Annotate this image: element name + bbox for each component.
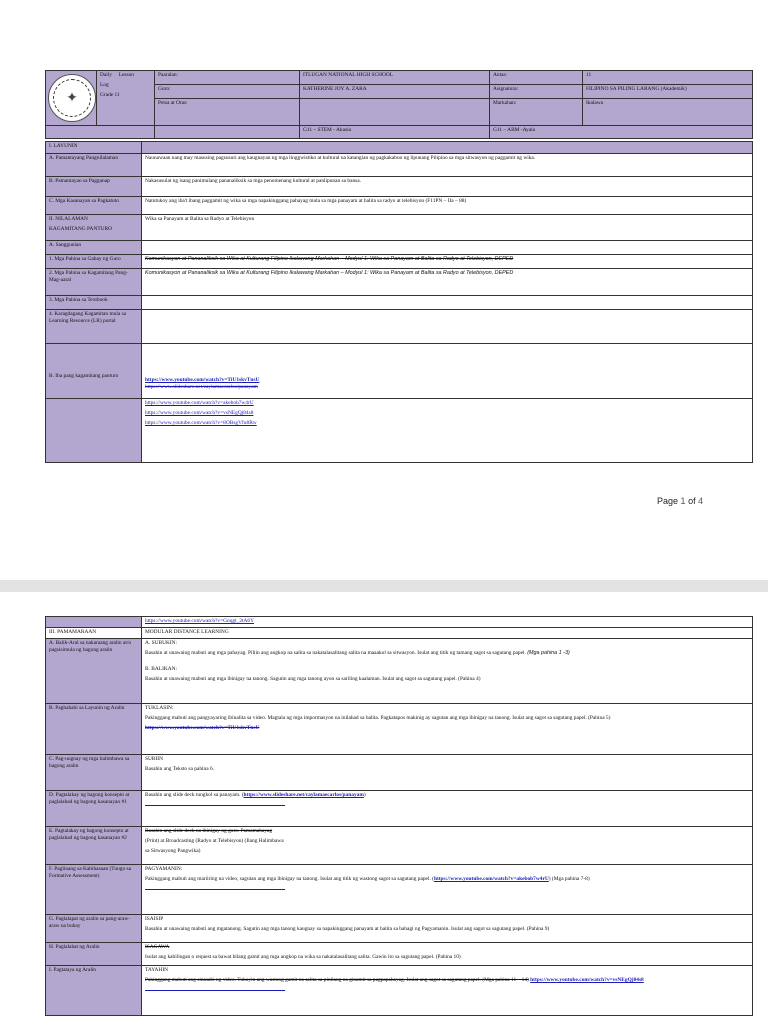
pagtalakay-1-label: D. Pagtalakay ng bagong konsepto at paglalahad ng bagong kasanayan #1 (46, 791, 142, 827)
link-youtube-7[interactable]: https://www.youtube.com/watch?v=akebob7w4rU (433, 876, 549, 882)
antas-value: 11 (583, 71, 753, 85)
balik-aral-label: A. Balik-Aral sa nakaraang aralin at/o pagsisimula ng bagong aralin (46, 639, 142, 704)
link-youtube-8[interactable]: https://www.youtube.com/watch?v=vsNEgQj84s8 (530, 977, 644, 983)
iba-label: B. Iba pang kagamitang panturo (46, 344, 142, 399)
kasanayan-label: C. Mga Kasanayan sa Pagkatuto (46, 197, 142, 215)
paglalapat-label: G. Paglalapat ng aralin sa pang-araw-araw na buhay (46, 915, 142, 943)
balik-aral-content: A. SUBUKIN: Basahin at unawaing mabuti ang mga pahayag. Piliin ang angkop na salita sa nakatalasalitang salita na maaakol sa sitwasyon. Isulat ang titik ng tamang sagot sa sagutang papel. (Mga pahina 1 -3) B. BALIKAN: Basahin at unawaing mabuti ang mga ibinigay na tanong. Sagutin ang mga tanong ayon sa sariling kaalaman. Isulat ang sagot sa sagutang papel. (Pahina 4) (142, 639, 753, 704)
top-blank (46, 617, 142, 628)
section-blank-2 (155, 126, 300, 139)
pamamaraan-label: III. PAMAMARAAN (46, 628, 142, 639)
gabay-text: Komunikasyon at Pananaliksik sa Wika at Kulturang Filipino Ikalawang Markahan – Modyul 1: Wika sa Panayam at Balita sa Radyo at Telebisyon, DEPED (142, 255, 753, 269)
page-2 (0, 592, 768, 1024)
guro-label: Guro: (155, 84, 300, 98)
dll-title: Daily Lesson Log Grade 11 (97, 71, 155, 126)
lr-blank (142, 310, 753, 344)
link-slideshare-2[interactable]: https://www.slideshare.net/caylamaecarlos/panayam (243, 792, 364, 798)
pagtataya-content: TAYAHIN Pakinggang mabuti ang sinasabi ng video. Tukuyin ang wastong gamit na salita sa pinilang na ginamit sa pagpapahayag. Isulat ang sagot sa sagutang papel. (Mga pahina 11 – 14) https://www.youtube.com/watch?v=vsNEgQj84s8 (142, 966, 753, 1016)
section-blank (46, 126, 155, 139)
paglinang-label: F. Paglinang sa Kabihasaan (Tungo sa Formative Assessment) (46, 865, 142, 915)
petsa-value (300, 98, 490, 126)
link-youtube-5[interactable]: https://www.youtube.com/watch?v=Gnqgt_2tA6Y (145, 618, 254, 624)
sanggunian-blank (142, 241, 753, 255)
paaralan-value: ITLUGAN NATIONAL HIGH SCHOOL (300, 71, 490, 85)
layunin-blank (142, 142, 753, 154)
textbook-blank (142, 296, 753, 310)
link-youtube-3[interactable]: https://www.youtube.com/watch?v=vsNEgQj84s8 (145, 410, 254, 416)
link-youtube-1[interactable]: https://www.youtube.com/watch?v=TiU1skvTnsU (145, 377, 260, 383)
pagtalakay-2-content: Basahin ang slide deck na ibinigay ng guro. Pamamahayag (Print) at Broadcasting (Radyo at Telebisyon) (Ilang Halimbawa sa Sitwasyong Pangwika) (142, 827, 753, 865)
textbook-label: 3. Mga Pahina sa Textbook (46, 296, 142, 310)
header-table (45, 70, 753, 139)
paglinang-content: PAGYAMANIN: Pakinggang mabuti ang mariiring na video, sagutan ang mga ibinigay na tanong. Isulat ang titik ng wastong sagot sa sagutang papel. (https://www.youtube.com/watch?v=akebob7w4rU) (Mga pahina 7-8) (142, 865, 753, 915)
top-link-cell (142, 617, 753, 628)
pamantayan-pagganap-text: Nakasusulat ng isang panimulang pananaliksik sa mga penomenang kultural at panlipunan sa bansa. (142, 177, 753, 197)
asignatura-label: Asignatura: (490, 84, 583, 98)
link-youtube-6[interactable]: https://www.youtube.com/watch?v=TiU1skvTnsU (145, 725, 260, 731)
paaralan-label: Paaralan: (155, 71, 300, 85)
nilalaman-label: II. NILALAMAN KAGAMITANG PANTURO (46, 215, 142, 241)
pagtataya-label: I. Pagtataya ng Aralin (46, 966, 142, 1016)
petsa-label: Petsa at Oras: (155, 98, 300, 126)
paglalahat-content: ISAGAWA Isulat ang kabilingan o request sa bawat bilang gamit ang mga angkop na wika sa nakatalasalitang salita. Gawin ito sa sagutang papel. (Pahina 10) (142, 943, 753, 966)
procedure-table (45, 616, 753, 1016)
pagtalakay-2-label: E. Pagtalakay ng bagong konsepto at paglalahad ng bagong kasanayan #2 (46, 827, 142, 865)
gabay-label: 1. Mga Pahina sa Gabay ng Guro (46, 255, 142, 269)
section-1: G11 – STEM - Akasia (300, 126, 490, 139)
section-2: G11 – ABM -Ayala (490, 126, 753, 139)
pag-uugnay-content: SURIIN Basahin ang Teksto sa pahina 6. (142, 755, 753, 791)
pamantayang-pangnilalaman-text: Naunawaan nang may masusing pagsusuri ang kaugnayan ng mga linggwistiko at kultural na katangian ng pagkakabuo ng lipunang Pilipino sa mga sitwasyon ng paggamit ng wika. (142, 154, 753, 177)
pagtalakay-1-content: Basahin ang slide deck tungkol sa panayam. (https://www.slideshare.net/caylamaecarlos/panayam) (142, 791, 753, 827)
kasanayan-text: Natutukoy ang iba't ibang paggamit ng wika sa mga napakinggang pahayag mula sa mga panayam at balita sa radyo at telebisyon (F11PN – IIa – 88) (142, 197, 753, 215)
pag-uugnay-label: C. Pag-uugnay ng mga halimbawa sa bagong aralin (46, 755, 142, 791)
objectives-table (45, 141, 753, 463)
logo-cell (46, 71, 97, 126)
kagamitang-text: Komunikasyon at Pananaliksik sa Wika at Kulturang Filipino Ikalawang Markahan – Modyul 1: Wika sa Panayam at Balita sa Radyo at Telebisyon, DEPED (142, 269, 753, 296)
paghahabi-label: B. Paghahabi sa Layunin ng Aralin (46, 704, 142, 755)
blue-rule (145, 805, 285, 806)
asignatura-value: FILIPINO SA PILING LARANG (Akademik) (583, 84, 753, 98)
link-youtube-4[interactable]: https://www.youtube.com/watch?v=8OBsgVfu8Rw (145, 420, 257, 426)
kagamitang-label: 2. Mga Pahina sa Kagamitang Pang-Mag-aaral (46, 269, 142, 296)
link-youtube-2[interactable]: https://www.youtube.com/watch?v=akebob7w4rU (145, 400, 254, 406)
markahan-value: Ikalawa (583, 98, 753, 126)
link-slideshare[interactable]: https://www.slideshare.net/caylamaecarlos/panayam (145, 384, 258, 390)
antas-label: Antas: (490, 71, 583, 85)
iba-links (142, 344, 753, 399)
page-indicator: Page 1 of 4 (657, 496, 704, 506)
guro-value: KATHERINE JOY A. ZARA (300, 84, 490, 98)
paghahabi-content: TUKLASIN: Pakinggang mabuti ang pangyayaring ibinalita sa video. Magtala ng mga impormasyon na inilahad sa balita. Pagkatapos makinig ay sagutan ang mga ibinigay na tanong. Isulat ang sagot sa sagutang papel. (Pahina 5) https://www.youtube.com/watch?v=TiU1skvTnsU (142, 704, 753, 755)
blue-rule-2 (145, 889, 285, 890)
sanggunian-label: A. Sanggunian (46, 241, 142, 255)
more-links (142, 399, 753, 463)
pamantayang-pangnilalaman-label: A. Pamantayang Pangnilalaman (46, 154, 142, 177)
lr-label: 4. Karagdagang Kagamitan mula sa Learning Resource (LR) portal (46, 310, 142, 344)
paglalahat-label: H. Paglalahat ng Aralin (46, 943, 142, 966)
pamamaraan-text: MODULAR DISTANCE LEARNING (142, 628, 753, 639)
nilalaman-text: Wika sa Panayam at Balita sa Radyo at Telebisyon (142, 215, 753, 241)
blue-rule-3 (145, 990, 285, 991)
paglalapat-content: ISAISIP Basahin at unawaing mabuti ang mgatanong. Sagutin ang mga tanong kaugnay sa napakinggang panayam at balita sa bahagi ng Pagyamanin. Isulat ang sagot sa sagutang papel. (Pahina 9) (142, 915, 753, 943)
iba-blank (46, 399, 142, 463)
layunin-label: I. LAYUNIN (46, 142, 142, 154)
deped-seal-icon: ✦ (48, 74, 96, 122)
pamantayan-pagganap-label: B. Pamantayan sa Pagganap (46, 177, 142, 197)
markahan-label: Markahan: (490, 98, 583, 126)
